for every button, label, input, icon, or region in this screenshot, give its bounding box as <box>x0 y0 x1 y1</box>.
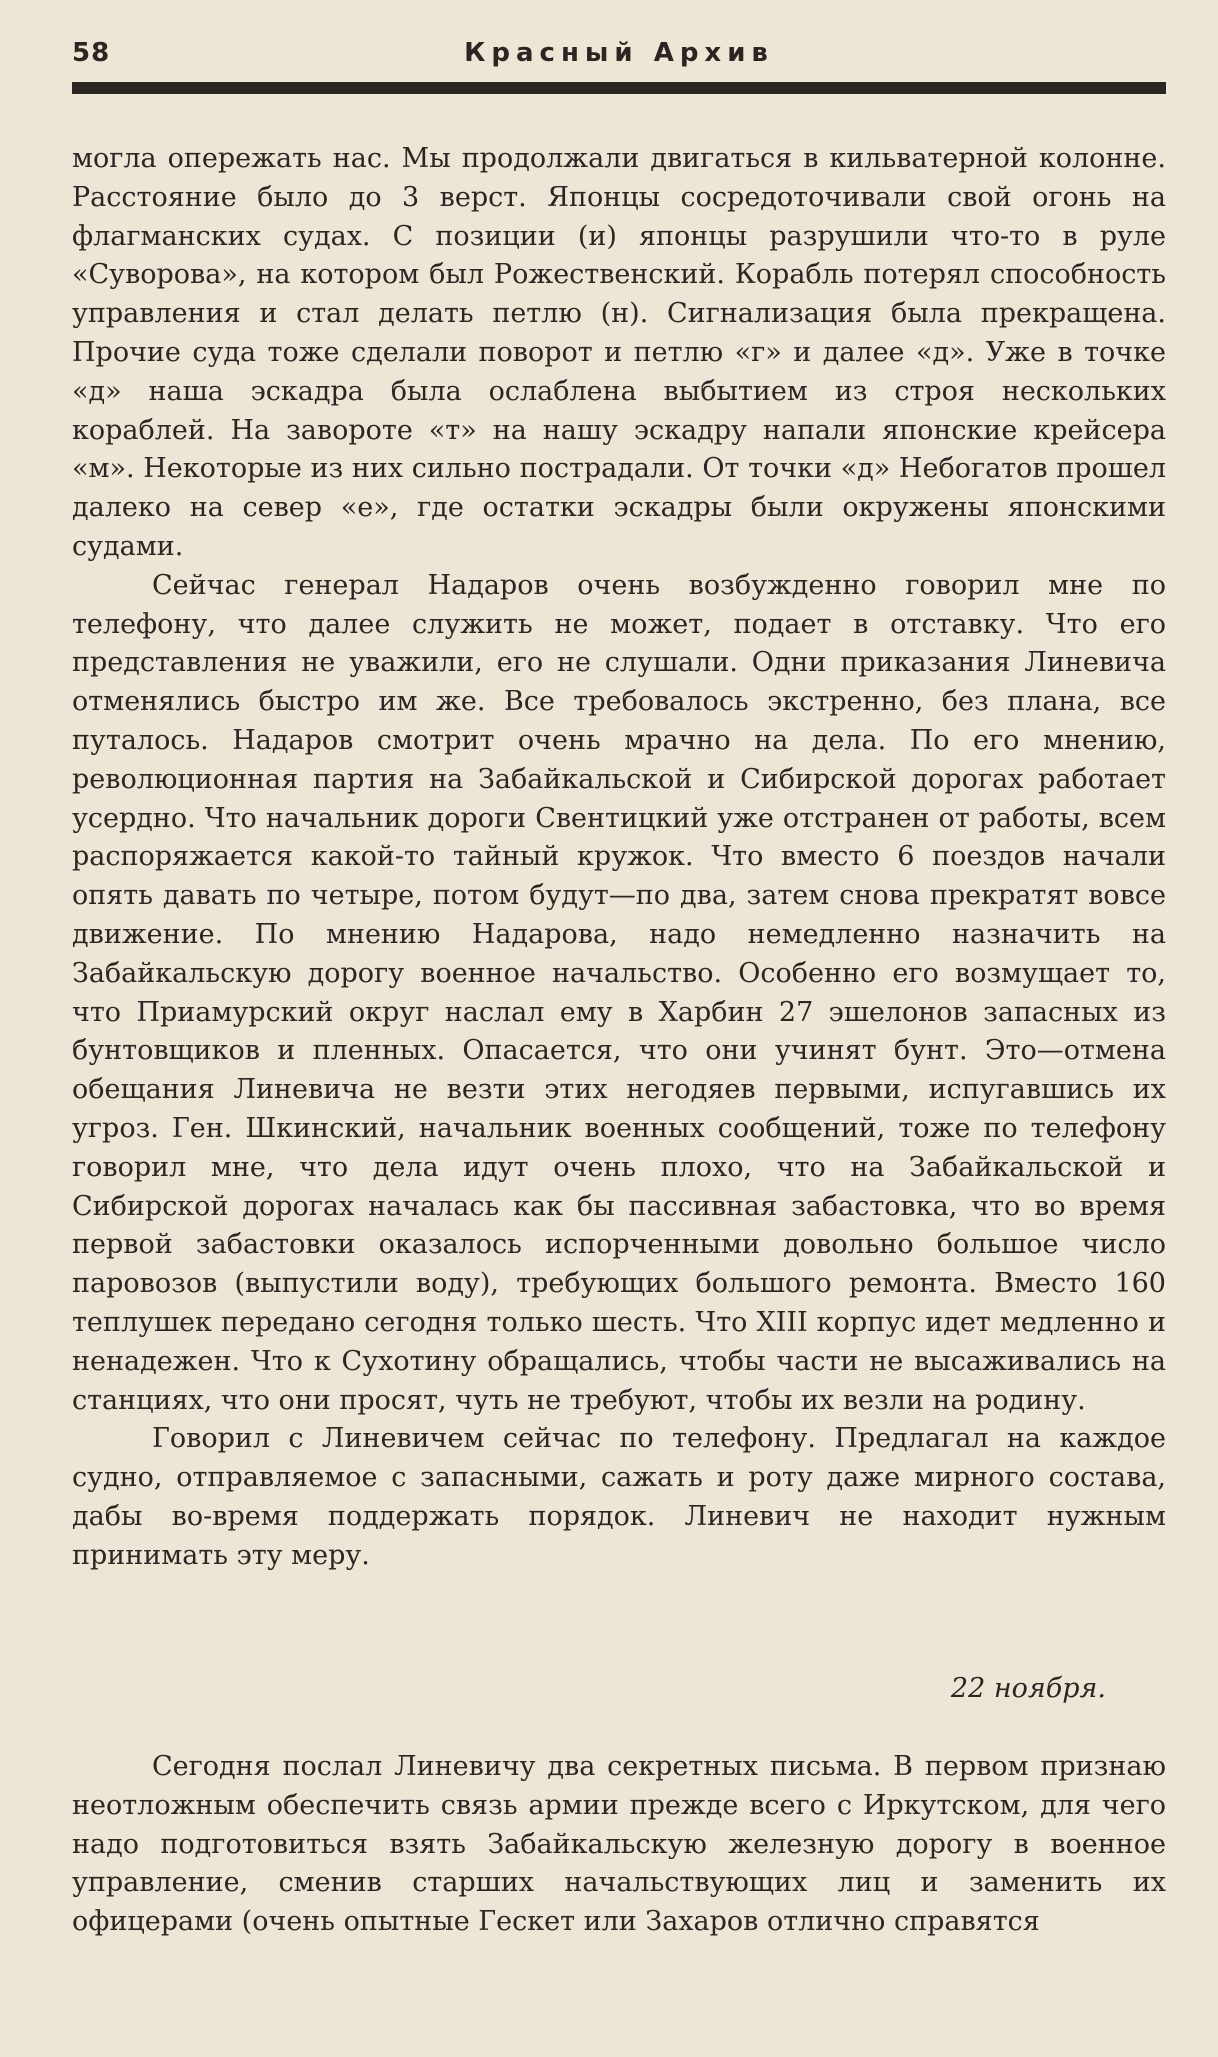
paragraph-4: Сегодня послал Линевичу два секретных письма. В первом признаю неотложным обеспечить связь армии прежде всего с Иркутском, для чего надо подготовиться взять Забайкальскую железную дорогу в военное управление, сменив старших начальствующих лиц и заменить их офицерами (очень опытные Гескет или Захаров отлично справятся <box>72 1751 1166 1938</box>
paragraph-1: могла опережать нас. Мы продолжали двигаться в кильватерной колонне. Расстояние было до 3 верст. Японцы сосредоточивали свой огонь на флагманских судах. С позиции (и) японцы разрушили что-то в руле «Суворова», на котором был Рожественский. Корабль потерял способность управления и стал делать петлю (н). Сигнализация была прекращена. Прочие суда тоже сделали поворот и петлю «г» и далее «д». Уже в точке «д» наша эскадра была ослаблена выбытием из строя нескольких кораблей. На завороте «т» на нашу эскадру напали японские крейсера «м». Некоторые из них сильно пострадали. От точки «д» Небогатов прошел далеко на север «е», где остатки эскадры были окружены японскими судами. <box>72 143 1166 562</box>
diary-date: 22 ноября. <box>950 1673 1106 1704</box>
body-text-continued <box>72 1748 1166 1942</box>
paragraph-2: Сейчас генерал Надаров очень возбужденно говорил мне по телефону, что далее служить не может, подает в отставку. Что его представления не уважили, его не слушали. Одни приказания Линевича отменялись быстро им же. Все требовалось экстренно, без плана, все путалось. Надаров смотрит очень мрачно на дела. По его мнению, революционная партия на Забайкальской и Сибирской дорогах работает усердно. Что начальник дороги Свентицкий уже отстранен от работы, всем распоряжается какой-то тайный кружок. Что вместо 6 поездов начали опять давать по четыре, потом будут—по два, затем снова прекратят вовсе движение. По мнению Надарова, надо немедленно назначить на Забайкальскую дорогу военное начальство. Особенно его возмущает то, что Приамурский округ наслал ему в Харбин 27 эшелонов запасных из бунтовщиков и пленных. Опасается, что они учинят бунт. Это—отмена обещания Линевича не везти этих негодяев первыми, испугавшись их угроз. Ген. Шкинский, начальник военных сообщений, тоже по телефону говорил мне, что дела идут очень плохо, что на Забайкальской и Сибирской дорогах началась как бы пассивная забастовка, что во время первой забастовки оказалось испорченными довольно большое число паровозов (выпустили воду), требующих большого ремонта. Вместо 160 теплушек передано сегодня только шесть. Что XIII корпус идет медленно и ненадежен. Что к Сухотину обращались, чтобы части не высаживались на станциях, что они просят, чуть не требуют, чтобы их везли на родину. <box>72 569 1166 1416</box>
page-number: 58 <box>72 38 111 68</box>
running-title: Красный Архив <box>464 38 774 68</box>
page-header <box>72 38 1166 74</box>
body-text <box>72 140 1166 1575</box>
paragraph-3: Говорил с Линевичем сейчас по телефону. Предлагал на каждое судно, отправляемое с запасными, сажать и роту даже мирного состава, дабы во-время поддержать порядок. Линевич не находит нужным принимать эту меру. <box>72 1423 1166 1571</box>
header-rule <box>72 82 1166 94</box>
